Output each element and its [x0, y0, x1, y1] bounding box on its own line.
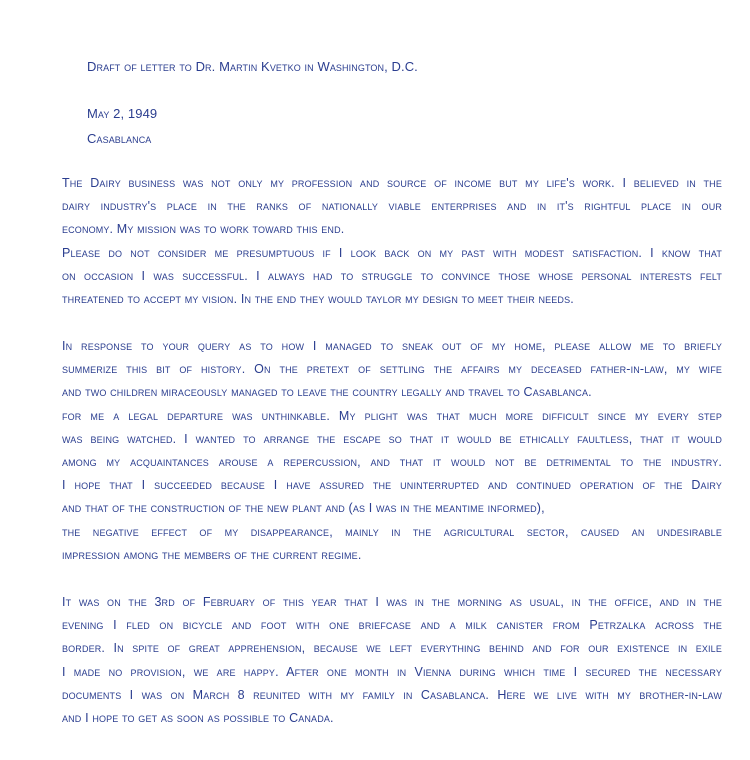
text-line: and two children miraceously managed to leave the country legally and travel to Casablanca. — [62, 385, 592, 400]
paragraph-escape-story — [62, 335, 722, 567]
text-line: threatened to accept my vision. In the end they would taylor my design to meet their needs. — [62, 292, 574, 307]
text-line: among my acquaintances arouse a repercussion, and that it would not be detrimental to the industry. — [62, 455, 722, 470]
text-line: evening I fled on bicycle and foot with one briefcase and a milk canister from Petrzalka across the — [62, 618, 722, 633]
text-line: impression among the members of the current regime. — [62, 547, 362, 562]
text-line: documents I was on March 8 reunited with my family in Casablanca. Here we live with my brother-in-law — [62, 687, 722, 702]
text-line: The Dairy business was not only my profession and source of income but my life's work. I believed in the — [62, 176, 722, 190]
paragraph-flight-details — [62, 591, 722, 730]
letter-place: Casablanca — [87, 131, 152, 146]
paragraph-dairy-business — [62, 172, 722, 311]
text-line: dairy industry's place in the ranks of nationally viable enterprises and in it's rightful place in our — [62, 199, 722, 214]
text-line: was being watched. I wanted to arrange the escape so that it would be ethically faultless, that it would — [62, 431, 722, 446]
text-line: summerize this bit of history. On the pretext of settling the affairs my deceased father-in-law, my wife — [62, 362, 722, 377]
text-line: on occasion I was successful. I always had to struggle to convince those whose personal interests felt — [62, 268, 722, 283]
text-line: In response to your query as to how I managed to sneak out of my home, please allow me to briefly — [62, 339, 722, 353]
text-line: the negative effect of my disappearance, mainly in the agricultural sector, caused an undesirable — [62, 524, 722, 539]
letter-date: May 2, 1949 — [87, 106, 158, 121]
text-line: and that of the construction of the new plant and (as I was in the meantime informed), — [62, 501, 545, 516]
letter-title: Draft of letter to Dr. Martin Kvetko in Washington, D.C. — [87, 59, 418, 74]
text-line: and I hope to get as soon as possible to Canada. — [62, 711, 334, 726]
text-line: It was on the 3rd of February of this year that I was in the morning as usual, in the office, and in the — [62, 595, 722, 609]
text-line: I hope that I succeeded because I have assured the uninterrupted and continued operation of the Dairy — [62, 478, 722, 493]
text-line: border. In spite of great apprehension, because we left everything behind and for our existence in exile — [62, 641, 722, 656]
text-line: for me a legal departure was unthinkable. My plight was that much more difficult since my every step — [62, 408, 722, 423]
text-line: I made no provision, we are happy. After one month in Vienna during which time I secured the necessary — [62, 664, 722, 679]
text-line: Please do not consider me presumptuous if I look back on my past with modest satisfaction. I know that — [62, 245, 722, 260]
text-line: economy. My mission was to work toward this end. — [62, 222, 345, 237]
